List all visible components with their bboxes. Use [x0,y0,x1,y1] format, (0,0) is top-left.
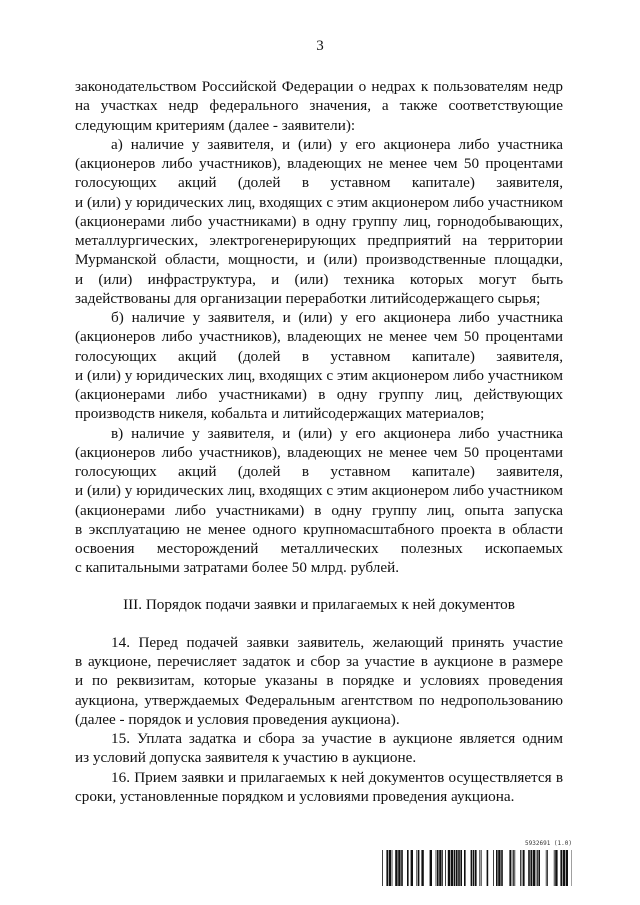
barcode-bar [471,850,473,886]
text-line: (акционеров либо участников), владеющих не менее чем 50 процентами [75,155,563,172]
barcode-bar [421,850,423,886]
barcode-bar [523,850,525,886]
text-line: в) наличие у заявителя, и (или) у его акционера либо участника [111,424,563,442]
paragraph [75,633,563,729]
paragraph [75,308,563,424]
text-line: (далее - порядок и условия проведения аукциона). [75,710,400,728]
barcode-bar [496,850,498,886]
text-line: (акционеров либо участников), владеющих не менее чем 50 процентами [75,443,563,461]
text-line: освоения месторождений металлических полезных ископаемых [75,540,563,557]
barcode-bar [512,850,513,886]
text-line: голосующих акций (долей в уставном капитале) заявителя, [75,463,563,480]
barcode-bar [442,850,443,886]
text-line: и (или) у юридических лиц, входящих с этим акционером либо участником [75,193,563,211]
barcode-bar [445,850,446,886]
barcode-bar [416,850,417,886]
barcode-bar [395,850,397,886]
barcode-bars [382,850,572,886]
paragraph [75,424,563,578]
barcode-bar [555,850,557,886]
barcode-bar [566,850,568,886]
barcode-bar [401,850,403,886]
barcode-bar [392,850,393,886]
barcode-bar [481,850,482,886]
text-line: а) наличие у заявителя, и (или) у его акционера либо участника [111,135,563,153]
text-line: в аукционе, перечисляет задаток и сбор за участие в аукционе в размере [75,653,563,670]
text-line: и (или) инфраструктура, и (или) техника которых могут быть [75,270,563,288]
text-line: 14. Перед подачей заявки заявитель, желающий принять участие [111,633,563,651]
barcode-bar [418,850,420,886]
text-line: голосующих акций (долей в уставном капитале) заявителя, [75,347,563,365]
barcode-bar [554,850,555,886]
text-line: (акционерами либо участниками) в одну группу лиц, горнодобывающих, [75,212,563,230]
section-heading: III. Порядок подачи заявки и прилагаемых к ней документов [123,595,515,613]
text-line: (акционеров либо участников), владеющих не менее чем 50 процентами [75,328,563,346]
barcode-bar [439,850,441,886]
barcode-bar [454,850,456,886]
barcode-bar [436,850,437,886]
text-line: с капитальными затратами более 50 млрд. рублей. [75,559,400,577]
text-line: аукциона, утверждаемых Федеральным агентством по недропользованию [75,691,563,709]
barcode-bar [456,850,458,886]
page-number: 3 [316,38,324,54]
text-line: в эксплуатацию не менее одного крупномасштабного проекта в области [75,520,563,538]
barcode-bar [473,850,475,886]
barcode-bar [398,850,400,886]
barcode-bar [522,850,523,886]
text-line: Мурманской области, мощности, и (или) производственные площадки, [75,251,563,269]
text-line: производств никеля, кобальта и литийсодержащих материалов; [75,405,485,423]
text-line: голосующих акций (долей в уставном капитале) заявителя, [75,174,563,192]
barcode-bar [537,850,538,886]
barcode-bar [493,850,494,886]
barcode-bar [437,850,439,886]
text-line: и (или) у юридических лиц, входящих с этим акционером либо участником [75,482,563,500]
text-line: и по реквизитам, которые указаны в порядке и условиях проведения [75,672,563,690]
barcode [382,840,572,888]
barcode-bar [520,850,521,886]
text-line: законодательством Российской Федерации о недрах к пользователям недр [75,78,563,95]
paragraphs-bottom [75,633,563,806]
barcode-bar [411,850,413,886]
text-line: задействованы для организации переработки литийсодержащего сырья; [75,289,541,307]
barcode-bar [382,850,383,886]
barcode-bar [560,850,562,886]
barcode-bar [536,850,537,886]
barcode-bar [501,850,503,886]
barcode-bar [563,850,565,886]
text-line: сроки, установленные порядком и условиями проведения аукциона. [75,787,515,805]
barcode-bar [475,850,477,886]
paragraphs-top [75,77,563,578]
barcode-bar [509,850,511,886]
barcode-bar [528,850,530,886]
barcode-bar [430,850,432,886]
barcode-label: 5932691 (1.0) [525,840,572,847]
paragraph [75,729,563,768]
text-line: следующим критериям (далее - заявители): [75,116,356,134]
text-line: 16. Прием заявки и прилагаемых к ней документов осуществляется в [111,768,563,786]
barcode-bar [451,850,453,886]
barcode-bar [546,850,547,886]
document-body [75,77,563,806]
barcode-bar [538,850,540,886]
barcode-bar [513,850,514,886]
text-line: и (или) у юридических лиц, входящих с этим акционером либо участником [75,366,563,384]
barcode-bar [487,850,489,886]
barcode-bar [498,850,500,886]
text-line: 15. Уплата задатка и сбора за участие в аукционе является одним [111,730,563,747]
barcode-bar [407,850,409,886]
text-line: (акционерами либо участниками) в одну группу лиц, действующих [75,386,563,403]
barcode-bar [448,850,450,886]
text-line: на участках недр федерального значения, а также соответствующие [75,97,563,115]
text-line: металлургических, электрогенерирующих предприятий на территории [75,232,563,249]
paragraph [75,768,563,807]
barcode-bar [386,850,388,886]
text-line: (акционерами либо участниками) в одну группу лиц, опыта запуска [75,501,563,519]
barcode-bar [460,850,462,886]
text-line: из условий допуска заявителя к участию в аукционе. [75,749,417,767]
barcode-bar [458,850,460,886]
barcode-bar [514,850,515,886]
barcode-bar [547,850,548,886]
barcode-bar [389,850,391,886]
barcode-bar [533,850,535,886]
barcode-bar [530,850,532,886]
barcode-bar [479,850,480,886]
paragraph [75,77,563,135]
barcode-bar [464,850,466,886]
text-line: б) наличие у заявителя, и (или) у его акционера либо участника [111,309,563,326]
paragraph [75,135,563,308]
